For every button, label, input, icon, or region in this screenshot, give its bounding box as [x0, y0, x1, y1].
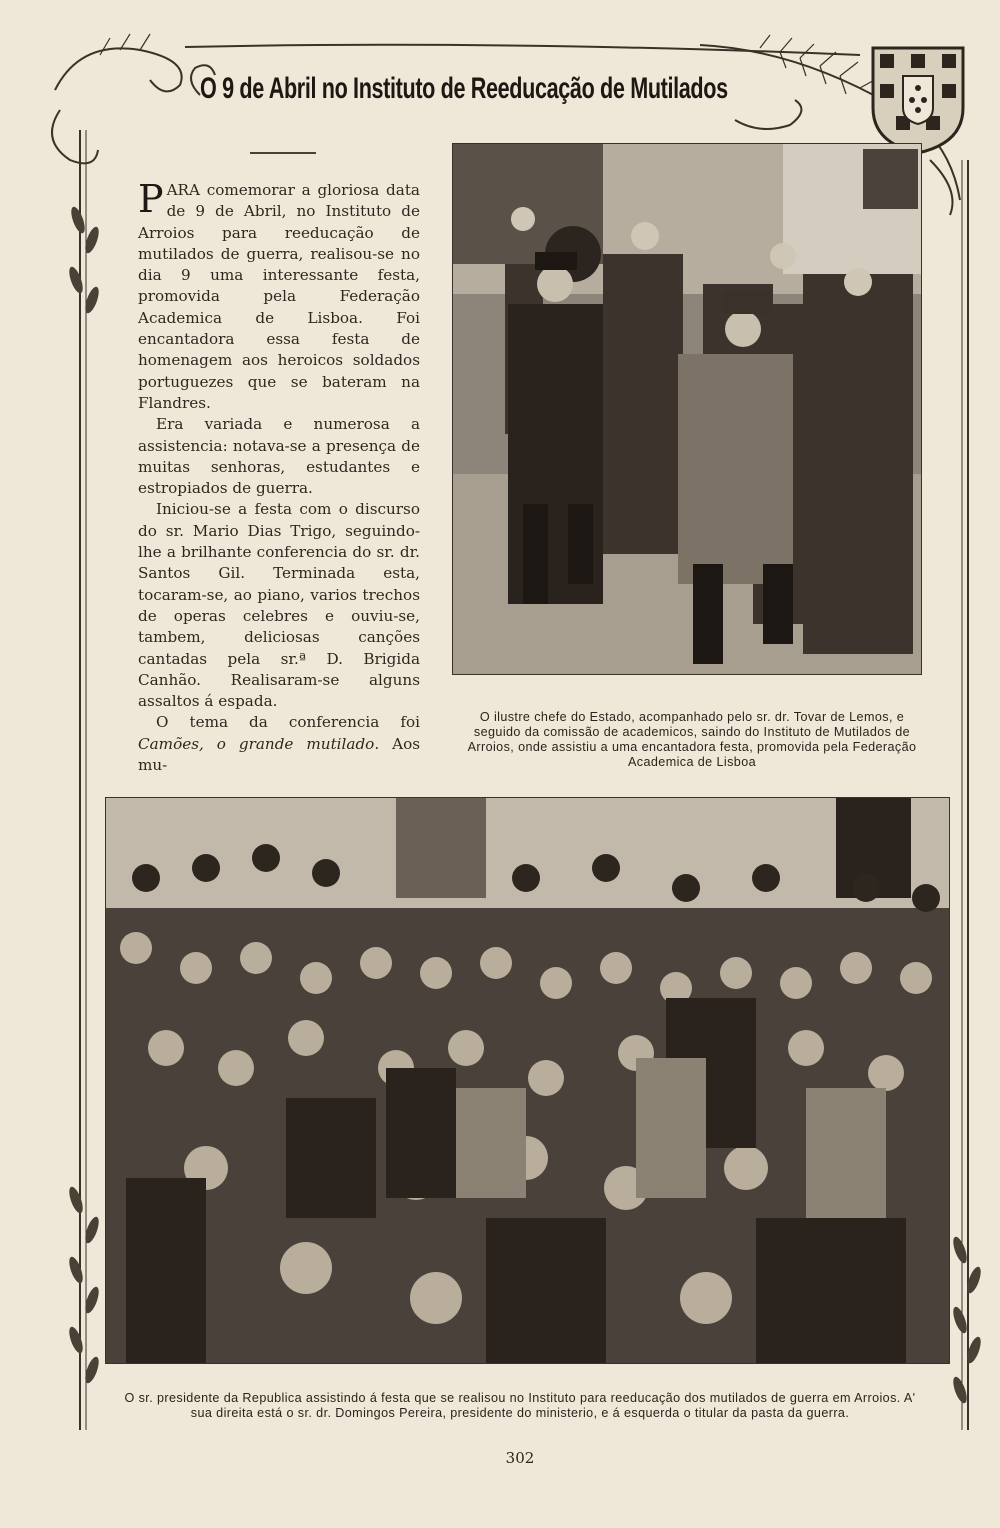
photo-procession: [452, 143, 922, 675]
procession-photo-image: [453, 144, 921, 674]
page-number: 302: [505, 1449, 535, 1467]
photo-crowd: [105, 797, 950, 1364]
coat-of-arms-icon: [868, 38, 968, 158]
page-title: O 9 de Abril no Instituto de Reeducação de Mutilados: [200, 72, 728, 105]
article-text: . Aos mu-: [138, 734, 421, 775]
article-paragraph: [138, 712, 420, 776]
drop-cap: P: [138, 177, 164, 221]
article-paragraph-text: ARA comemorar a gloriosa data de 9 de Abril, no Instituto de Arroios para reeducação de mutilados de guerra, realisou-se no dia 9 uma interessante festa, promovida pela Federação Academica de Lisboa. Foi encantadora essa festa de homenagem aos heroicos soldados portuguezes que se bateram na Flandres.: [138, 181, 420, 412]
lecture-title: Camões, o grande mutilado: [138, 734, 375, 753]
article-paragraph: [138, 177, 420, 414]
photo-caption-bottom: O sr. presidente da Republica assistindo á festa que se realisou no Instituto para reeducação dos mutilados de guerra em Arroios. A' sua direita está o sr. dr. Domingos Pereira, presidente do ministerio, e á esquerda o titular da pasta da guerra.: [124, 1391, 916, 1420]
article-body: [138, 177, 421, 776]
article-paragraph: Iniciou-se a festa com o discurso do sr. Mario Dias Trigo, seguindo-lhe a brilhante conferencia do sr. dr. Santos Gil. Terminada esta, tocaram-se, ao piano, varios trechos de operas celebres e ouviu-se, tambem, deliciosas canções cantadas pela sr.ª D. Brigida Canhão. Realisaram-se alguns assaltos á espada.: [138, 500, 420, 711]
crowd-photo-image: [106, 798, 949, 1363]
article-paragraph: Era variada e numerosa a assistencia: notava-se a presença de muitas senhoras, estudantes e estropiados de guerra.: [138, 415, 420, 498]
article-text: O tema da conferencia foi: [156, 713, 420, 732]
title-divider: [250, 152, 316, 154]
photo-caption-top: O ilustre chefe do Estado, acompanhado pelo sr. dr. Tovar de Lemos, e seguido da comissão de academicos, saindo do Instituto de Mutilados de Arroios, onde assistiu a uma encantadora festa, promovida pela Federação Academica de Lisboa: [467, 710, 917, 769]
